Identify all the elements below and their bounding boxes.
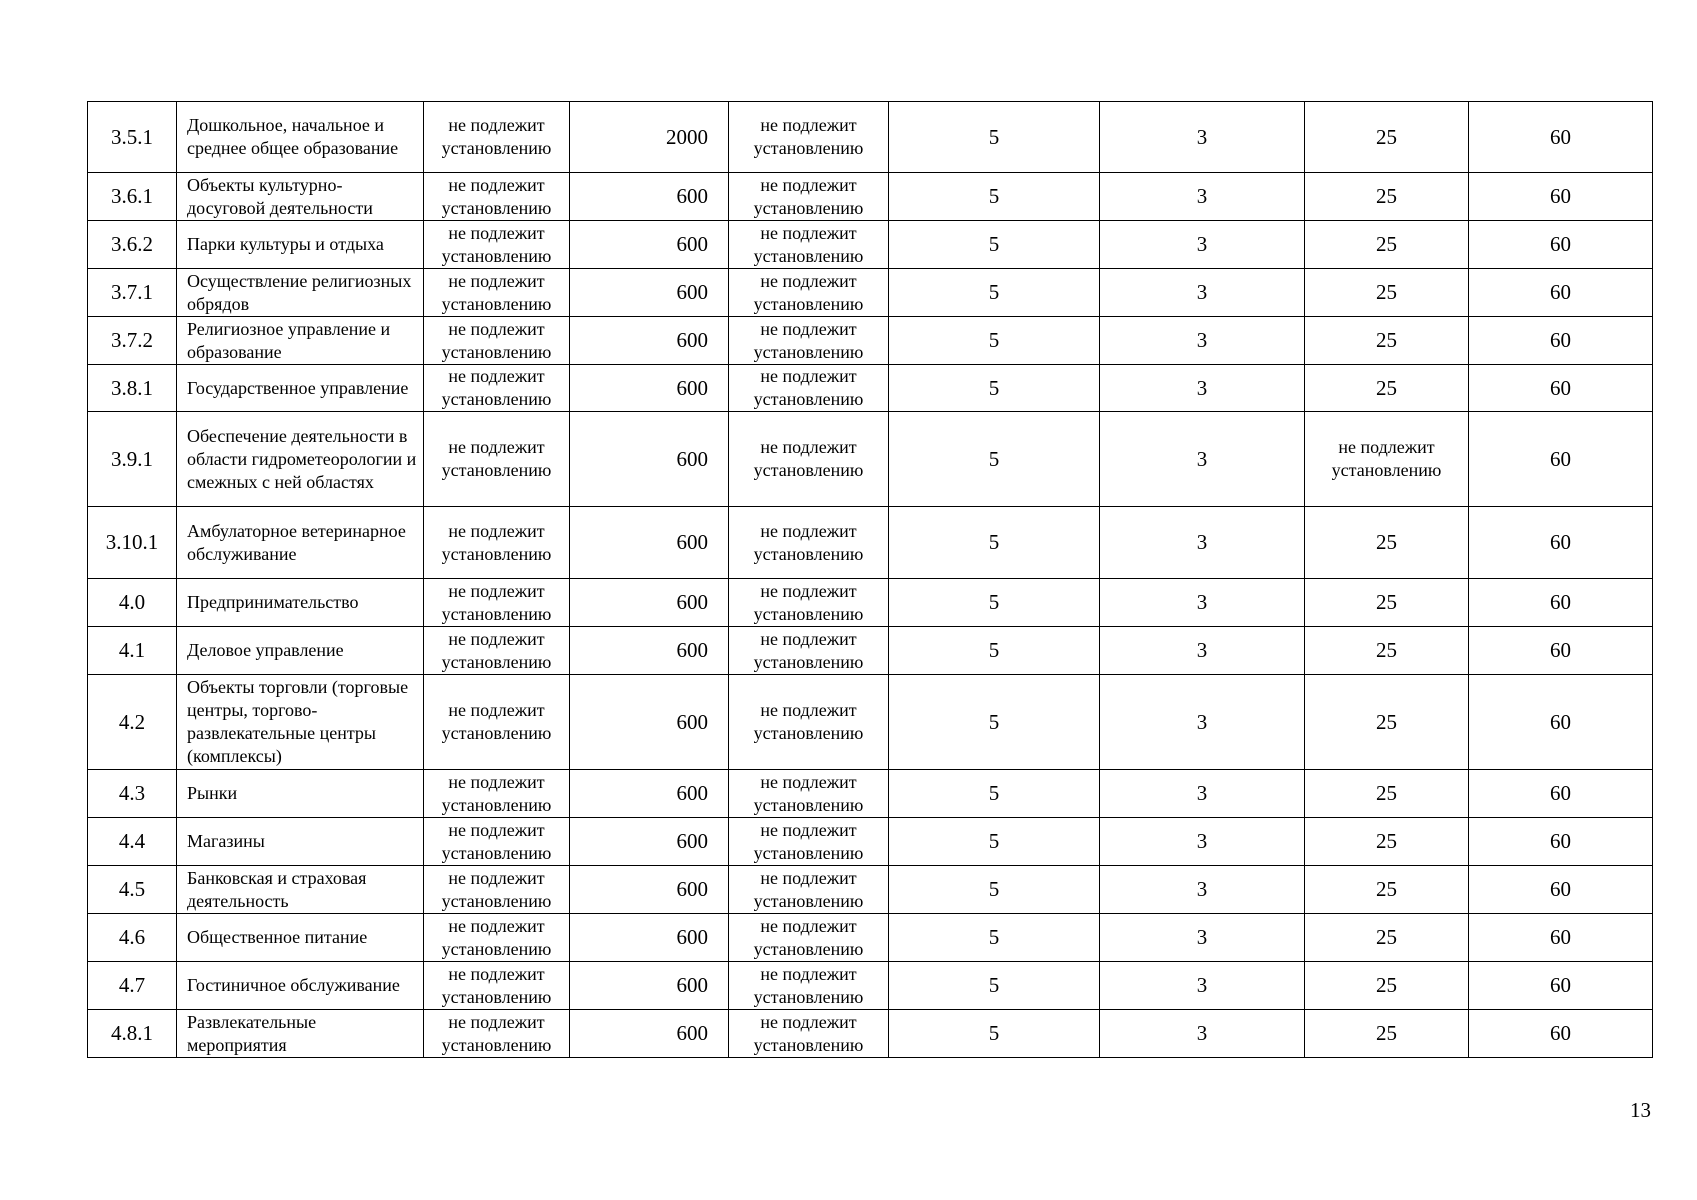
table-row: [88, 770, 1653, 818]
cell-min-area: 600: [570, 365, 729, 412]
cell-use-name: Обеспечение деятельности в области гидрометеорологии и смежных с ней областях: [177, 412, 424, 507]
table-row: [88, 914, 1653, 962]
cell-coverage: 25: [1305, 675, 1469, 770]
cell-code: 4.8.1: [88, 1010, 177, 1058]
cell-setback: 5: [889, 627, 1100, 675]
cell-min-area: 600: [570, 317, 729, 365]
cell-use-name: Деловое управление: [177, 627, 424, 675]
cell-setback: 5: [889, 675, 1100, 770]
cell-coverage: 25: [1305, 962, 1469, 1010]
cell-floors: 3: [1100, 627, 1305, 675]
cell-floors: 3: [1100, 102, 1305, 173]
table-row: [88, 269, 1653, 317]
cell-min-area: 600: [570, 627, 729, 675]
cell-floors: 3: [1100, 818, 1305, 866]
cell-height: 60: [1469, 962, 1653, 1010]
cell-height: 60: [1469, 579, 1653, 627]
cell-height: 60: [1469, 412, 1653, 507]
table-body: [88, 102, 1653, 1058]
land-use-regulations-table: [87, 101, 1653, 1058]
cell-code: 3.9.1: [88, 412, 177, 507]
cell-use-name: Общественное питание: [177, 914, 424, 962]
cell-min-area: 600: [570, 1010, 729, 1058]
cell-coverage: 25: [1305, 627, 1469, 675]
cell-min-area: 600: [570, 507, 729, 579]
table-row: [88, 317, 1653, 365]
table-row: [88, 627, 1653, 675]
cell-height: 60: [1469, 627, 1653, 675]
cell-min-area: 600: [570, 579, 729, 627]
cell-floors: 3: [1100, 317, 1305, 365]
cell-coverage: 25: [1305, 365, 1469, 412]
cell-floors: 3: [1100, 412, 1305, 507]
page-number: 13: [1630, 1098, 1651, 1122]
cell-setback: 5: [889, 962, 1100, 1010]
cell-min-width: не подлежит установлению: [424, 675, 570, 770]
cell-max-area: не подлежит установлению: [729, 579, 889, 627]
cell-code: 4.7: [88, 962, 177, 1010]
cell-setback: 5: [889, 365, 1100, 412]
cell-code: 3.5.1: [88, 102, 177, 173]
cell-floors: 3: [1100, 579, 1305, 627]
cell-code: 4.4: [88, 818, 177, 866]
cell-setback: 5: [889, 173, 1100, 221]
cell-height: 60: [1469, 173, 1653, 221]
cell-min-area: 2000: [570, 102, 729, 173]
cell-coverage: 25: [1305, 818, 1469, 866]
cell-min-width: не подлежит установлению: [424, 866, 570, 914]
cell-code: 3.6.2: [88, 221, 177, 269]
cell-coverage: 25: [1305, 173, 1469, 221]
cell-max-area: не подлежит установлению: [729, 412, 889, 507]
table-row: [88, 962, 1653, 1010]
cell-code: 4.5: [88, 866, 177, 914]
cell-use-name: Объекты культурно-досуговой деятельности: [177, 173, 424, 221]
cell-setback: 5: [889, 579, 1100, 627]
cell-use-name: Рынки: [177, 770, 424, 818]
cell-min-width: не подлежит установлению: [424, 365, 570, 412]
cell-floors: 3: [1100, 221, 1305, 269]
cell-coverage: 25: [1305, 579, 1469, 627]
cell-min-area: 600: [570, 866, 729, 914]
cell-height: 60: [1469, 818, 1653, 866]
cell-use-name: Развлекательные мероприятия: [177, 1010, 424, 1058]
cell-floors: 3: [1100, 962, 1305, 1010]
cell-floors: 3: [1100, 914, 1305, 962]
cell-max-area: не подлежит установлению: [729, 770, 889, 818]
cell-code: 4.1: [88, 627, 177, 675]
cell-coverage: 25: [1305, 914, 1469, 962]
cell-height: 60: [1469, 770, 1653, 818]
cell-min-width: не подлежит установлению: [424, 221, 570, 269]
cell-setback: 5: [889, 269, 1100, 317]
cell-min-area: 600: [570, 269, 729, 317]
cell-min-area: 600: [570, 675, 729, 770]
cell-min-width: не подлежит установлению: [424, 914, 570, 962]
table-row: [88, 1010, 1653, 1058]
cell-min-width: не подлежит установлению: [424, 173, 570, 221]
cell-min-width: не подлежит установлению: [424, 1010, 570, 1058]
cell-code: 3.6.1: [88, 173, 177, 221]
cell-use-name: Амбулаторное ветеринарное обслуживание: [177, 507, 424, 579]
cell-setback: 5: [889, 914, 1100, 962]
cell-max-area: не подлежит установлению: [729, 675, 889, 770]
cell-max-area: не подлежит установлению: [729, 914, 889, 962]
cell-setback: 5: [889, 102, 1100, 173]
cell-floors: 3: [1100, 507, 1305, 579]
cell-min-width: не подлежит установлению: [424, 317, 570, 365]
cell-min-area: 600: [570, 962, 729, 1010]
cell-setback: 5: [889, 412, 1100, 507]
table-row: [88, 173, 1653, 221]
cell-floors: 3: [1100, 173, 1305, 221]
cell-min-area: 600: [570, 412, 729, 507]
cell-min-width: не подлежит установлению: [424, 102, 570, 173]
cell-setback: 5: [889, 221, 1100, 269]
cell-max-area: не подлежит установлению: [729, 962, 889, 1010]
cell-min-width: не подлежит установлению: [424, 412, 570, 507]
cell-floors: 3: [1100, 675, 1305, 770]
cell-height: 60: [1469, 866, 1653, 914]
cell-min-width: не подлежит установлению: [424, 579, 570, 627]
cell-setback: 5: [889, 770, 1100, 818]
cell-min-width: не подлежит установлению: [424, 770, 570, 818]
cell-floors: 3: [1100, 866, 1305, 914]
table-row: [88, 579, 1653, 627]
cell-height: 60: [1469, 269, 1653, 317]
cell-code: 3.7.1: [88, 269, 177, 317]
cell-use-name: Дошкольное, начальное и среднее общее образование: [177, 102, 424, 173]
table-row: [88, 221, 1653, 269]
cell-coverage: 25: [1305, 269, 1469, 317]
cell-coverage: 25: [1305, 1010, 1469, 1058]
cell-max-area: не подлежит установлению: [729, 221, 889, 269]
cell-height: 60: [1469, 221, 1653, 269]
cell-use-name: Парки культуры и отдыха: [177, 221, 424, 269]
cell-code: 3.8.1: [88, 365, 177, 412]
cell-height: 60: [1469, 507, 1653, 579]
cell-use-name: Осуществление религиозных обрядов: [177, 269, 424, 317]
cell-coverage: 25: [1305, 507, 1469, 579]
cell-min-area: 600: [570, 914, 729, 962]
cell-code: 4.0: [88, 579, 177, 627]
cell-max-area: не подлежит установлению: [729, 866, 889, 914]
cell-height: 60: [1469, 102, 1653, 173]
cell-min-width: не подлежит установлению: [424, 269, 570, 317]
cell-min-area: 600: [570, 173, 729, 221]
cell-max-area: не подлежит установлению: [729, 102, 889, 173]
table-row: [88, 818, 1653, 866]
cell-height: 60: [1469, 914, 1653, 962]
cell-min-width: не подлежит установлению: [424, 627, 570, 675]
cell-min-width: не подлежит установлению: [424, 507, 570, 579]
cell-code: 3.7.2: [88, 317, 177, 365]
cell-coverage: не подлежит установлению: [1305, 412, 1469, 507]
cell-max-area: не подлежит установлению: [729, 507, 889, 579]
table-row: [88, 675, 1653, 770]
cell-height: 60: [1469, 365, 1653, 412]
cell-coverage: 25: [1305, 770, 1469, 818]
cell-min-area: 600: [570, 221, 729, 269]
cell-min-area: 600: [570, 770, 729, 818]
cell-height: 60: [1469, 317, 1653, 365]
table-row: [88, 866, 1653, 914]
cell-use-name: Предпринимательство: [177, 579, 424, 627]
cell-code: 4.6: [88, 914, 177, 962]
cell-setback: 5: [889, 507, 1100, 579]
cell-floors: 3: [1100, 269, 1305, 317]
cell-min-width: не подлежит установлению: [424, 818, 570, 866]
cell-use-name: Гостиничное обслуживание: [177, 962, 424, 1010]
cell-use-name: Магазины: [177, 818, 424, 866]
cell-floors: 3: [1100, 365, 1305, 412]
cell-floors: 3: [1100, 770, 1305, 818]
cell-setback: 5: [889, 1010, 1100, 1058]
table-row: [88, 365, 1653, 412]
cell-max-area: не подлежит установлению: [729, 1010, 889, 1058]
cell-use-name: Религиозное управление и образование: [177, 317, 424, 365]
cell-height: 60: [1469, 675, 1653, 770]
cell-max-area: не подлежит установлению: [729, 818, 889, 866]
cell-setback: 5: [889, 317, 1100, 365]
table-row: [88, 507, 1653, 579]
cell-max-area: не подлежит установлению: [729, 269, 889, 317]
cell-coverage: 25: [1305, 866, 1469, 914]
cell-use-name: Объекты торговли (торговые центры, торгово-развлекательные центры (комплексы): [177, 675, 424, 770]
cell-coverage: 25: [1305, 317, 1469, 365]
table-row: [88, 412, 1653, 507]
cell-use-name: Банковская и страховая деятельность: [177, 866, 424, 914]
cell-max-area: не подлежит установлению: [729, 173, 889, 221]
cell-max-area: не подлежит установлению: [729, 317, 889, 365]
cell-setback: 5: [889, 866, 1100, 914]
cell-floors: 3: [1100, 1010, 1305, 1058]
cell-coverage: 25: [1305, 221, 1469, 269]
cell-code: 4.2: [88, 675, 177, 770]
cell-max-area: не подлежит установлению: [729, 627, 889, 675]
cell-use-name: Государственное управление: [177, 365, 424, 412]
table-row: [88, 102, 1653, 173]
cell-coverage: 25: [1305, 102, 1469, 173]
cell-code: 4.3: [88, 770, 177, 818]
cell-max-area: не подлежит установлению: [729, 365, 889, 412]
cell-min-area: 600: [570, 818, 729, 866]
cell-setback: 5: [889, 818, 1100, 866]
cell-height: 60: [1469, 1010, 1653, 1058]
cell-code: 3.10.1: [88, 507, 177, 579]
cell-min-width: не подлежит установлению: [424, 962, 570, 1010]
